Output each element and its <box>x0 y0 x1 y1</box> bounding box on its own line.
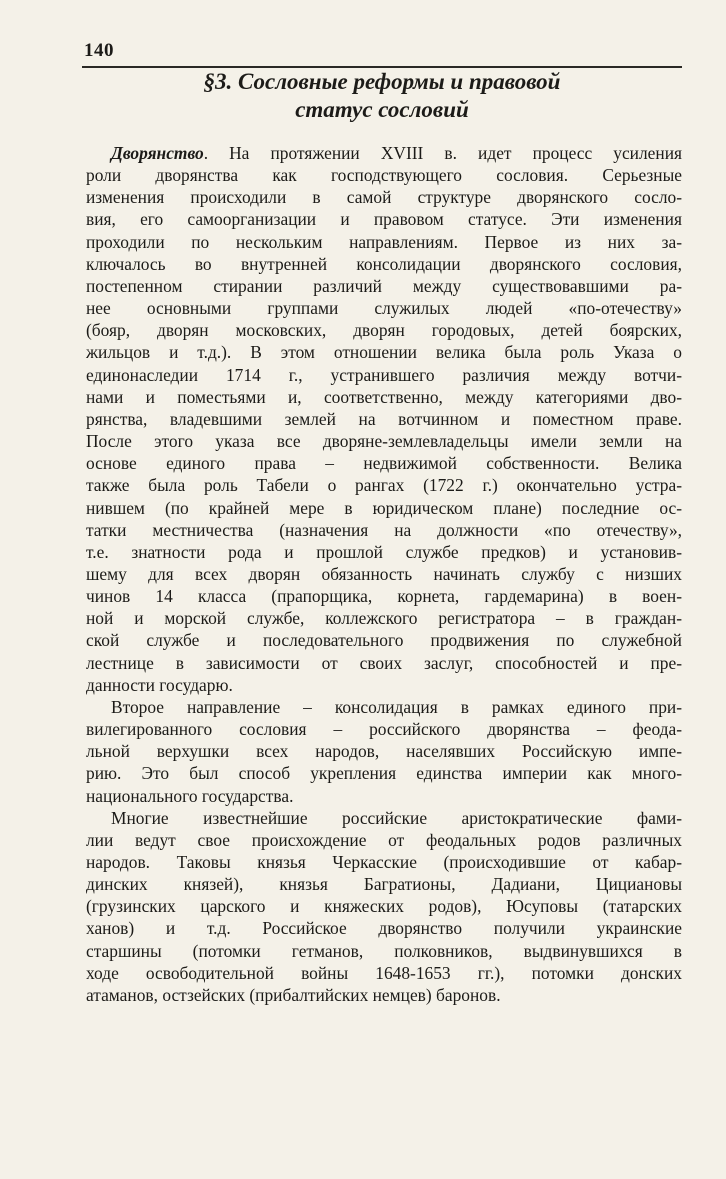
section-title-line-2: статус сословий <box>295 97 469 122</box>
text-line: народов. Таковы князья Черкасские (происходившие от кабар- <box>86 852 682 872</box>
text-line-rest: . На протяжении XVIII в. идет процесс усиления <box>203 143 682 163</box>
text-line: татки местничества (назначения на должности «по отечеству», <box>86 519 682 540</box>
text-line: данности государю. <box>86 674 233 695</box>
text-line: нее основными группами служилых людей «по-отечеству» <box>86 298 682 319</box>
text-line: также была роль Табели о рангах (1722 г.) окончательно устра- <box>86 475 682 496</box>
text-line <box>86 142 682 164</box>
text-line: лестнице в зависимости от своих заслуг, способностей и пре- <box>86 652 682 673</box>
text-line: чинов 14 класса (прапорщика, корнета, гардемарина) в воен- <box>86 586 682 607</box>
text-line: изменения происходили в самой структуре дворянского сосло- <box>86 187 682 208</box>
text-line: нившем (по крайней мере в юридическом плане) последние ос- <box>86 497 682 518</box>
paragraph <box>86 696 682 807</box>
paragraph <box>86 142 682 696</box>
text-line: единонаследии 1714 г., устранившего различия между вотчи- <box>86 364 682 385</box>
text-line: лии ведут свое происхождение от феодальных родов различных <box>86 829 682 850</box>
section-title <box>82 68 682 124</box>
text-line: рию. Это был способ укрепления единства империи как много- <box>86 763 682 784</box>
text-line: (бояр, дворян московских, дворян городовых, детей боярских, <box>86 320 682 341</box>
text-line: т.е. знатности рода и прошлой службе предков) и установив- <box>86 541 682 562</box>
text-line: основе единого права – недвижимой собственности. Велика <box>86 453 682 474</box>
text-line: После этого указа все дворяне-землевладельцы имели земли на <box>86 431 682 452</box>
body-text <box>86 142 682 1006</box>
text-line: постепенном стирании различий между существовавшими ра- <box>86 275 682 296</box>
text-line: нами и поместьями и, соответственно, между категориями дво- <box>86 386 682 407</box>
text-line: национального государства. <box>86 785 294 806</box>
text-line: атаманов, остзейских (прибалтийских немцев) баронов. <box>86 984 501 1005</box>
text-line: вия, его самоорганизации и правовом статусе. Эти изменения <box>86 209 682 230</box>
text-line: жильцов и т.д.). В этом отношении велика была роль Указа о <box>86 342 682 363</box>
text-line: шему для всех дворян обязанность начинать службу с низших <box>86 563 682 584</box>
paragraph <box>86 807 682 1006</box>
text-line: динских князей), князья Багратионы, Дадиани, Цициановы <box>86 874 682 895</box>
text-line: ключалось во внутренней консолидации дворянского сословия, <box>86 253 682 274</box>
paragraph-lead-term: Дворянство <box>111 143 204 163</box>
text-line: Второе направление – консолидация в рамках единого при- <box>111 696 682 717</box>
text-line: проходили по нескольким направлениям. Первое из них за- <box>86 231 682 252</box>
text-line: роли дворянства как господствующего сословия. Серьезные <box>86 165 682 186</box>
text-line: рянства, владевшими землей на вотчинном и поместном праве. <box>86 408 682 429</box>
text-line: (грузинских царского и княжеских родов), Юсуповы (татарских <box>86 896 682 917</box>
section-title-line-1: §3. Сословные реформы и правовой <box>203 69 561 94</box>
text-line: ханов) и т.д. Российское дворянство получили украинские <box>86 918 682 939</box>
text-line: ходе освободительной войны 1648-1653 гг.), потомки донских <box>86 962 682 983</box>
text-line: вилегированного сословия – российского дворянства – феода- <box>86 719 682 740</box>
page-number: 140 <box>84 40 114 61</box>
text-line: старшины (потомки гетманов, полковников, выдвинувшихся в <box>86 940 682 961</box>
text-line: ной и морской службе, коллежского регистратора – в граждан- <box>86 608 682 629</box>
text-line: ской службе и последовательного продвижения по служебной <box>86 630 682 651</box>
text-line: Многие известнейшие российские аристократические фами- <box>111 807 682 828</box>
text-line: льной верхушки всех народов, населявших Российскую импе- <box>86 741 682 762</box>
